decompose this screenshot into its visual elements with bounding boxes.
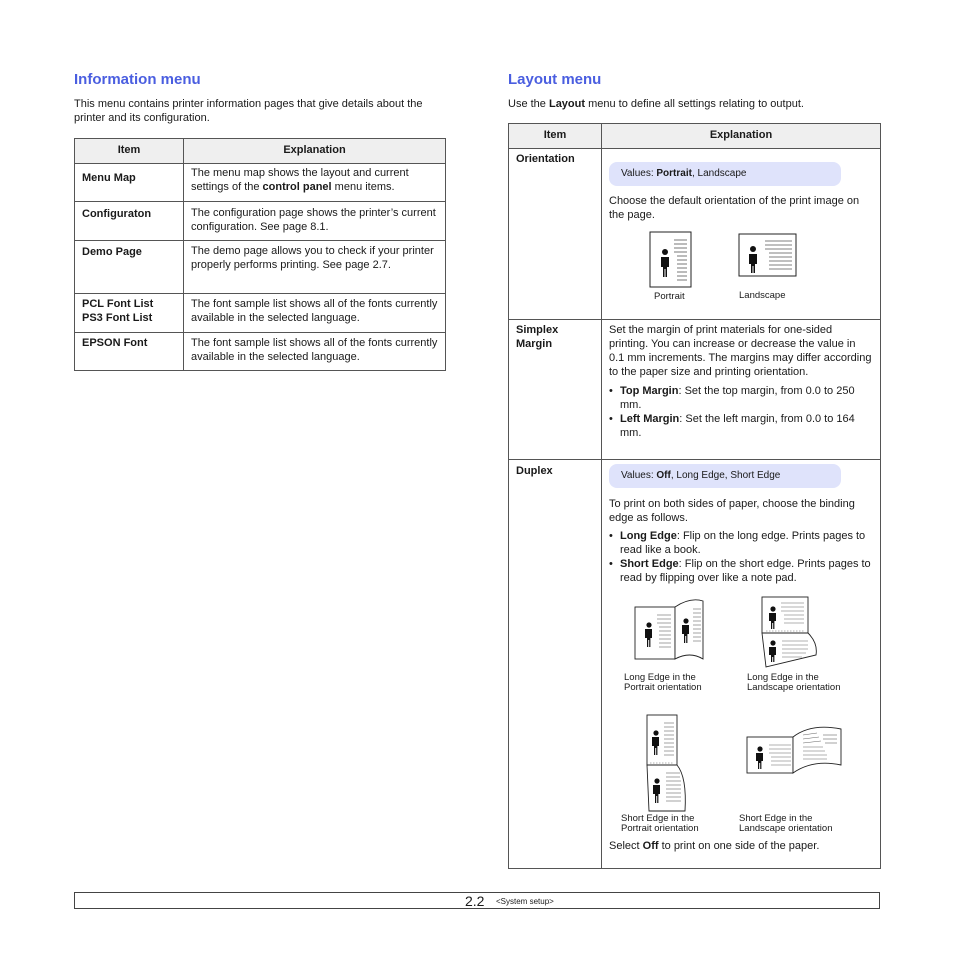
information-menu-table xyxy=(74,138,446,371)
landscape-caption: Landscape xyxy=(739,290,786,301)
caption-long-edge-portrait: Long Edge in the Portrait orientation xyxy=(624,672,702,693)
table-row xyxy=(75,241,446,294)
orientation-description: Choose the default orientation of the print image on the page. xyxy=(609,195,860,221)
duplex-illustrations xyxy=(609,585,873,834)
row-explanation xyxy=(602,320,881,460)
caption-long-edge-landscape: Long Edge in the Landscape orientation xyxy=(747,672,841,693)
list-item: • Long Edge: Flip on the long edge. Prints pages to read like a book. xyxy=(609,529,873,557)
portrait-caption: Portrait xyxy=(654,291,685,302)
table-row xyxy=(75,164,446,202)
section-label: <System setup> xyxy=(496,897,554,906)
table-header xyxy=(75,139,446,164)
col-explanation-header: Explanation xyxy=(602,124,881,149)
row-explanation: The font sample list shows all of the fonts currently available in the selected language. xyxy=(184,333,446,371)
page-number: 2.2 xyxy=(465,893,485,909)
caption-short-edge-portrait: Short Edge in the Portrait orientation xyxy=(621,813,699,834)
values-bar: Values: Off, Long Edge, Short Edge xyxy=(609,464,841,488)
layout-menu-table xyxy=(508,123,881,869)
row-item: Demo Page xyxy=(75,241,184,294)
row-explanation: The font sample list shows all of the fonts currently available in the selected language. xyxy=(184,294,446,333)
row-item: EPSON Font xyxy=(75,333,184,371)
row-explanation: The demo page allows you to check if your printer properly performs printing. See page 2.7. xyxy=(184,241,446,294)
duplex-pages-icon xyxy=(609,585,873,831)
table-row-duplex xyxy=(509,460,881,869)
col-item-header: Item xyxy=(509,124,602,149)
row-explanation: The configuration page shows the printer’s current configuration. See page 8.1. xyxy=(184,202,446,241)
values-bar: Values: Portrait, Landscape xyxy=(609,162,841,186)
duplex-footnote: Select Off to print on one side of the paper. xyxy=(609,840,820,852)
row-explanation xyxy=(602,460,881,869)
layout-menu-title: Layout menu xyxy=(508,71,602,88)
row-item: Menu Map xyxy=(75,164,184,202)
table-row-orientation xyxy=(509,149,881,320)
list-item: • Short Edge: Flip on the short edge. Prints pages to read by flipping over like a note pad. xyxy=(609,557,873,585)
information-menu-title: Information menu xyxy=(74,71,201,88)
row-item: Simplex Margin xyxy=(509,320,602,460)
orientation-illustrations xyxy=(609,222,873,306)
duplex-description: To print on both sides of paper, choose the binding edge as follows. xyxy=(609,498,855,524)
table-row xyxy=(75,202,446,241)
simplex-list xyxy=(609,384,873,440)
table-header xyxy=(509,124,881,149)
simplex-description: Set the margin of print materials for one-sided printing. You can increase or decrease the value in 0.1 mm increments. The margins may differ according to the paper size and printing orientation. xyxy=(609,324,872,378)
list-item: • Left Margin: Set the left margin, from 0.0 to 164 mm. xyxy=(609,412,873,440)
table-row xyxy=(75,333,446,371)
row-explanation xyxy=(602,149,881,320)
layout-menu-intro: Use the Layout menu to define all settings relating to output. xyxy=(508,98,804,110)
row-item: PCL Font List PS3 Font List xyxy=(75,294,184,333)
row-item: Duplex xyxy=(509,460,602,869)
table-row-simplex-margin xyxy=(509,320,881,460)
col-explanation-header: Explanation xyxy=(184,139,446,164)
row-item: Orientation xyxy=(509,149,602,320)
table-row xyxy=(75,294,446,333)
list-item: • Top Margin: Set the top margin, from 0.0 to 250 mm. xyxy=(609,384,873,412)
row-item: Configuraton xyxy=(75,202,184,241)
col-item-header: Item xyxy=(75,139,184,164)
caption-short-edge-landscape: Short Edge in the Landscape orientation xyxy=(739,813,833,834)
duplex-list xyxy=(609,529,873,585)
information-menu-intro: This menu contains printer information pages that give details about the printer and its configuration. xyxy=(74,98,423,124)
page-footer xyxy=(74,892,880,909)
row-explanation: The menu map shows the layout and current settings of the control panel menu items. xyxy=(184,164,446,202)
